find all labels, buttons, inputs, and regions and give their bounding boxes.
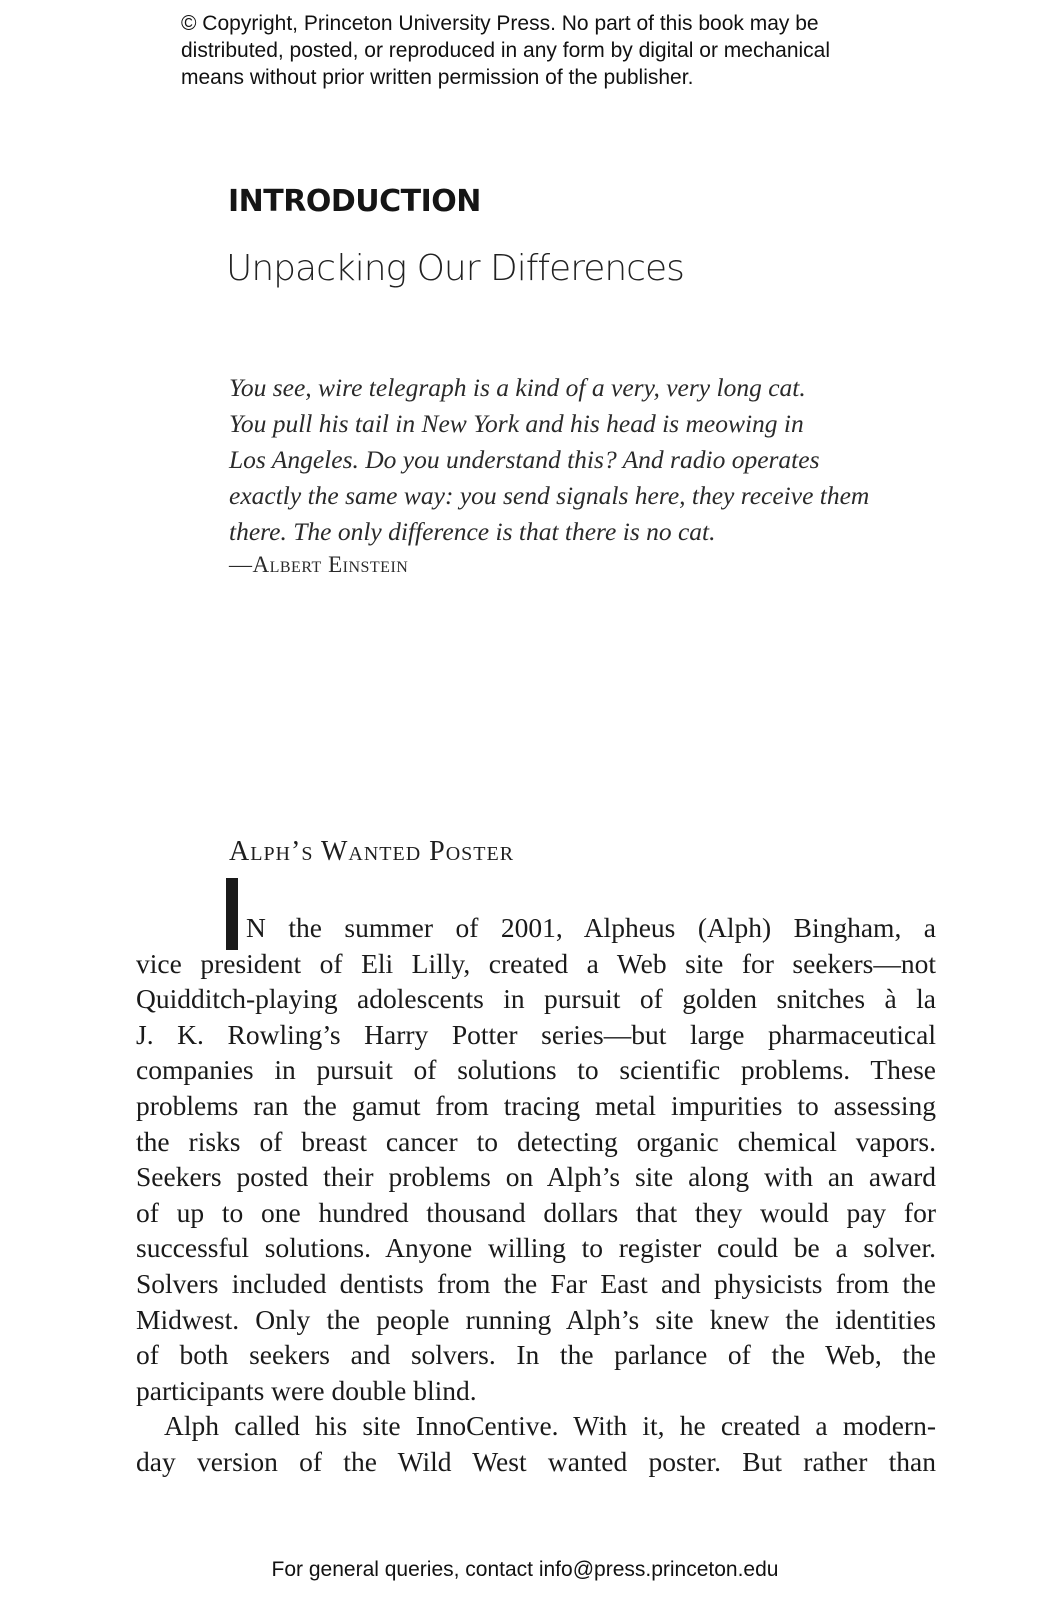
copyright-notice <box>181 10 941 91</box>
body-line: of up to one hundred thousand dollars that they would pay for <box>136 1196 936 1228</box>
body-text <box>136 910 936 1480</box>
chapter-label: INTRODUCTION <box>228 184 481 219</box>
body-line: N the summer of 2001, Alpheus (Alph) Bingham, a <box>246 912 936 943</box>
epigraph-line: there. The only difference is that there is no cat. <box>229 517 716 546</box>
epigraph <box>229 370 949 550</box>
epigraph-line: Los Angeles. Do you understand this? And radio operates <box>229 445 820 474</box>
body-line: Quidditch-playing adolescents in pursuit of golden snitches à la <box>136 983 936 1015</box>
body-line: the risks of breast cancer to detecting organic chemical vapors. <box>136 1125 936 1157</box>
body-line: Seekers posted their problems on Alph’s site along with an award <box>136 1161 936 1193</box>
epigraph-line: exactly the same way: you send signals here, they receive them <box>229 481 870 510</box>
copyright-line: © Copyright, Princeton University Press. No part of this book may be <box>181 12 819 35</box>
epigraph-attribution: —Albert Einstein <box>229 552 409 577</box>
epigraph-line: You see, wire telegraph is a kind of a very, very long cat. <box>229 373 806 402</box>
body-line: problems ran the gamut from tracing metal impurities to assessing <box>136 1089 936 1121</box>
body-line: successful solutions. Anyone willing to register could be a solver. <box>136 1232 936 1264</box>
body-line: Midwest. Only the people running Alph’s site knew the identities <box>136 1303 936 1335</box>
body-line: participants were double blind. <box>136 1374 477 1406</box>
chapter-title: Unpacking Our Differences <box>226 248 684 289</box>
body-line: companies in pursuit of solutions to scientific problems. These <box>136 1054 936 1086</box>
body-line: vice president of Eli Lilly, created a Web site for seekers—not <box>136 947 936 979</box>
body-line: of both seekers and solvers. In the parlance of the Web, the <box>136 1339 936 1371</box>
body-line: J. K. Rowling’s Harry Potter series—but large pharmaceutical <box>136 1018 936 1050</box>
epigraph-line: You pull his tail in New York and his head is meowing in <box>229 409 804 438</box>
footer-contact: For general queries, contact info@press.princeton.edu <box>271 1558 779 1581</box>
body-line: Solvers included dentists from the Far East and physicists from the <box>136 1267 936 1299</box>
body-line: Alph called his site InnoCentive. With it, he created a modern- <box>164 1410 936 1442</box>
copyright-line: distributed, posted, or reproduced in any form by digital or mechanical <box>181 39 831 62</box>
body-line: day version of the Wild West wanted poster. But rather than <box>136 1445 936 1477</box>
copyright-line: means without prior written permission of the publisher. <box>181 66 694 89</box>
section-heading: Alph’s Wanted Poster <box>229 836 515 867</box>
